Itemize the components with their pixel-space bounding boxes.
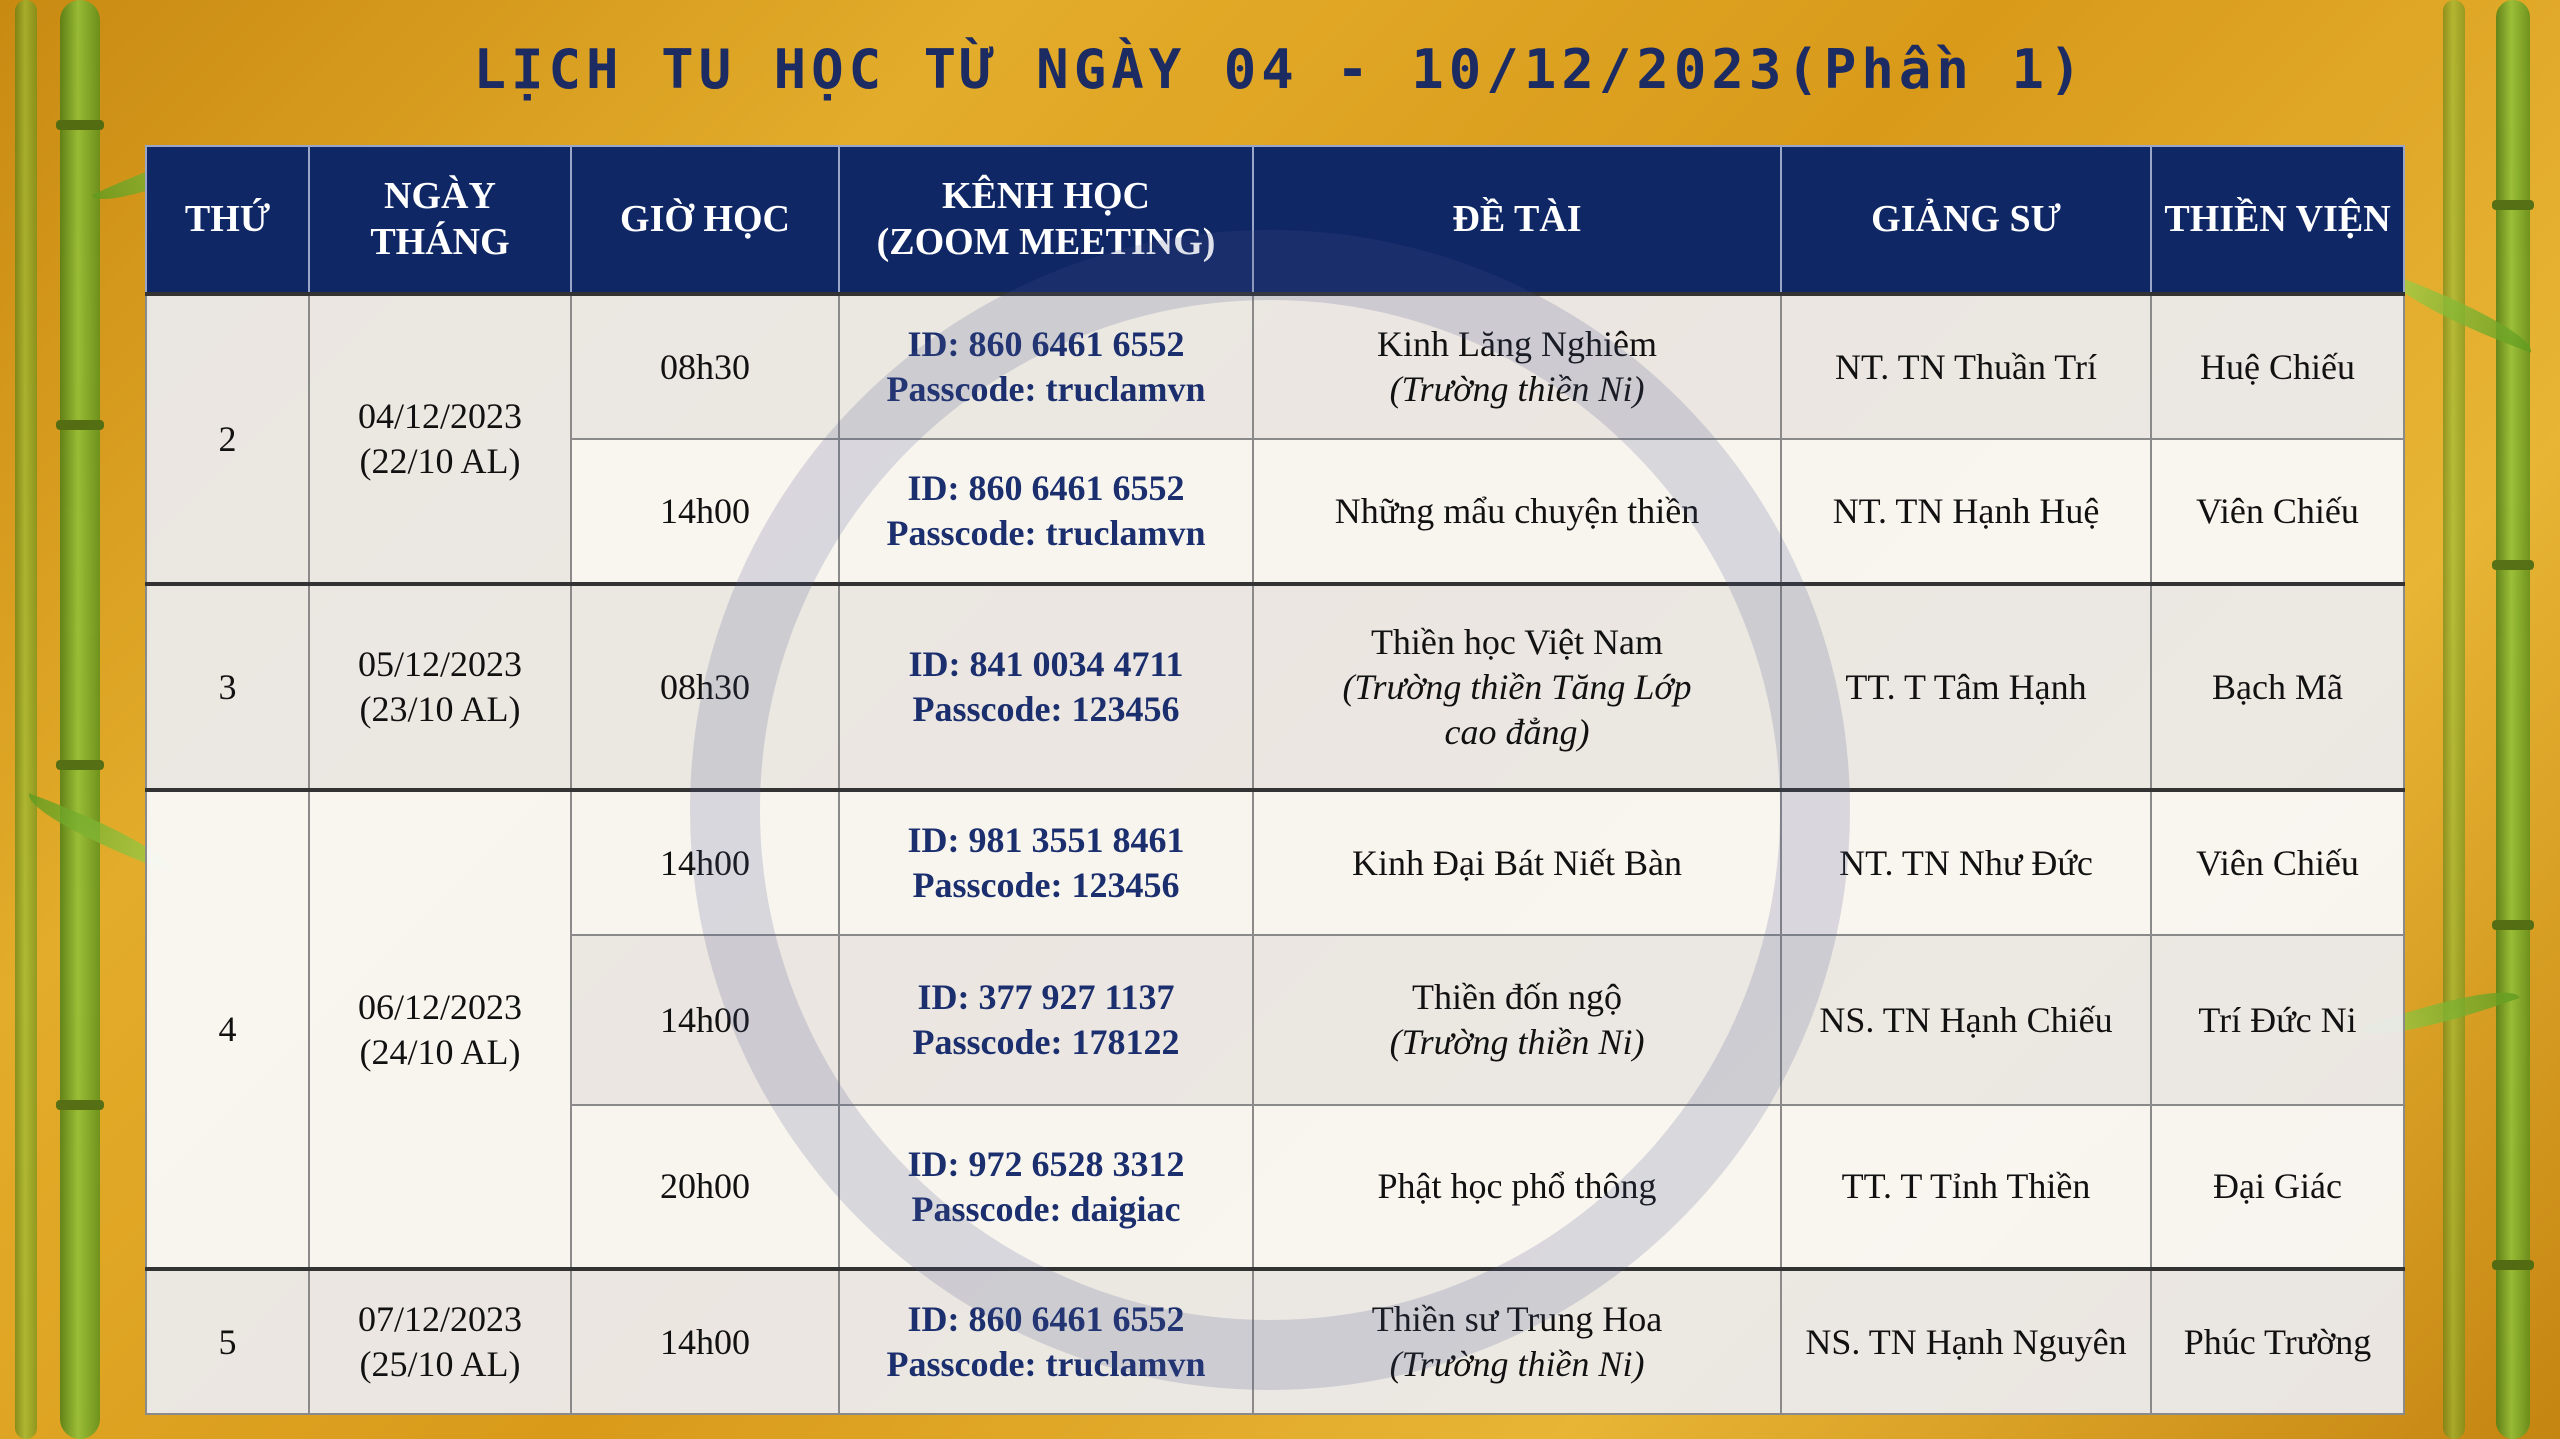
header-gio-hoc: GIỜ HỌC — [571, 146, 839, 294]
zoom-id: ID: 841 0034 4711 — [908, 644, 1184, 684]
topic-cell — [1253, 935, 1781, 1105]
topic-note: (Trường thiền Ni) — [1389, 1022, 1645, 1062]
topic-cell — [1253, 1269, 1781, 1414]
topic-note: (Trường thiền Ni) — [1389, 369, 1645, 409]
zoom-id: ID: 860 6461 6552 — [907, 468, 1185, 508]
day-cell: 2 — [146, 294, 309, 584]
channel-cell — [839, 935, 1253, 1105]
schedule-table — [145, 145, 2405, 1415]
page-title: LỊCH TU HỌC TỪ NGÀY 04 - 10/12/2023(Phần 1) — [473, 38, 2087, 101]
monastery-cell: Viên Chiếu — [2151, 790, 2404, 935]
monastery-cell: Huệ Chiếu — [2151, 294, 2404, 439]
bamboo-decoration — [60, 0, 100, 1439]
date-cell — [309, 294, 571, 584]
header-thu: THỨ — [146, 146, 309, 294]
topic-title: Thiền học Việt Nam — [1370, 621, 1664, 662]
topic-cell — [1253, 584, 1781, 790]
topic-note: (Trường thiền Ni) — [1389, 1344, 1645, 1384]
zoom-passcode: Passcode: 178122 — [912, 1022, 1180, 1062]
time-cell: 14h00 — [571, 935, 839, 1105]
topic-cell — [1253, 790, 1781, 935]
date-solar: 07/12/2023 — [357, 1299, 522, 1339]
teacher-cell: TT. T Tâm Hạnh — [1781, 584, 2151, 790]
topic-title: Những mẩu chuyện thiền — [1334, 490, 1700, 531]
monastery-cell: Trí Đức Ni — [2151, 935, 2404, 1105]
table-row — [146, 584, 2404, 790]
table-row — [146, 790, 2404, 935]
zoom-passcode: Passcode: truclamvn — [886, 513, 1206, 553]
date-solar: 04/12/2023 — [357, 396, 522, 436]
header-kenh-hoc-line2: (ZOOM MEETING) — [876, 220, 1216, 263]
zoom-passcode: Passcode: truclamvn — [886, 1344, 1206, 1384]
time-cell: 14h00 — [571, 1269, 839, 1414]
bamboo-decoration — [2443, 0, 2465, 1439]
header-kenh-hoc — [839, 146, 1253, 294]
teacher-cell: NT. TN Hạnh Huệ — [1781, 439, 2151, 584]
date-lunar: (25/10 AL) — [359, 1344, 521, 1384]
teacher-cell: NT. TN Thuần Trí — [1781, 294, 2151, 439]
header-giang-su: GIẢNG SƯ — [1781, 146, 2151, 294]
date-solar: 06/12/2023 — [357, 986, 522, 1027]
teacher-cell: TT. T Tỉnh Thiền — [1781, 1105, 2151, 1269]
header-de-tai: ĐỀ TÀI — [1253, 146, 1781, 294]
bamboo-decoration — [15, 0, 37, 1439]
monastery-cell: Đại Giác — [2151, 1105, 2404, 1269]
topic-cell — [1253, 439, 1781, 584]
zoom-id: ID: 981 3551 8461 — [907, 820, 1185, 860]
time-cell: 08h30 — [571, 294, 839, 439]
date-cell — [309, 790, 571, 1269]
topic-title: Thiền sư Trung Hoa — [1371, 1299, 1663, 1339]
header-row — [146, 146, 2404, 294]
time-cell: 08h30 — [571, 584, 839, 790]
channel-cell — [839, 1105, 1253, 1269]
zoom-passcode: Passcode: 123456 — [912, 865, 1180, 905]
date-lunar: (22/10 AL) — [359, 441, 521, 481]
topic-title: Phật học phổ thông — [1377, 1166, 1657, 1206]
channel-cell — [839, 1269, 1253, 1414]
zoom-passcode: Passcode: daigiac — [911, 1188, 1181, 1229]
zoom-id: ID: 377 927 1137 — [917, 977, 1175, 1017]
table-row — [146, 294, 2404, 439]
date-solar: 05/12/2023 — [357, 644, 522, 684]
time-cell: 20h00 — [571, 1105, 839, 1269]
topic-cell — [1253, 1105, 1781, 1269]
date-lunar: (24/10 AL) — [359, 1031, 521, 1072]
header-ngay-thang: NGÀY THÁNG — [309, 146, 571, 294]
monastery-cell: Bạch Mã — [2151, 584, 2404, 790]
time-cell: 14h00 — [571, 790, 839, 935]
channel-cell — [839, 294, 1253, 439]
day-cell: 5 — [146, 1269, 309, 1414]
bamboo-decoration — [2496, 0, 2530, 1439]
teacher-cell: NS. TN Hạnh Chiếu — [1781, 935, 2151, 1105]
zoom-id: ID: 972 6528 3312 — [907, 1143, 1185, 1184]
teacher-cell: NS. TN Hạnh Nguyên — [1781, 1269, 2151, 1414]
topic-title: Thiền đốn ngộ — [1412, 977, 1622, 1017]
header-kenh-hoc-line1: KÊNH HỌC — [942, 174, 1150, 217]
table-row — [146, 1269, 2404, 1414]
day-cell: 3 — [146, 584, 309, 790]
channel-cell — [839, 439, 1253, 584]
topic-title: Kinh Đại Bát Niết Bàn — [1352, 842, 1682, 883]
zoom-id: ID: 860 6461 6552 — [907, 324, 1185, 364]
topic-cell — [1253, 294, 1781, 439]
channel-cell — [839, 790, 1253, 935]
monastery-cell: Phúc Trường — [2151, 1269, 2404, 1414]
zoom-passcode: Passcode: 123456 — [912, 689, 1180, 729]
day-cell: 4 — [146, 790, 309, 1269]
date-cell — [309, 584, 571, 790]
teacher-cell: NT. TN Như Đức — [1781, 790, 2151, 935]
date-cell — [309, 1269, 571, 1414]
topic-note: (Trường thiền Tăng Lớp cao đẳng) — [1342, 666, 1692, 752]
date-lunar: (23/10 AL) — [359, 689, 521, 729]
zoom-passcode: Passcode: truclamvn — [886, 369, 1206, 409]
channel-cell — [839, 584, 1253, 790]
topic-title: Kinh Lăng Nghiêm — [1377, 324, 1657, 364]
header-thien-vien: THIỀN VIỆN — [2151, 146, 2404, 294]
monastery-cell: Viên Chiếu — [2151, 439, 2404, 584]
time-cell: 14h00 — [571, 439, 839, 584]
zoom-id: ID: 860 6461 6552 — [907, 1299, 1185, 1339]
